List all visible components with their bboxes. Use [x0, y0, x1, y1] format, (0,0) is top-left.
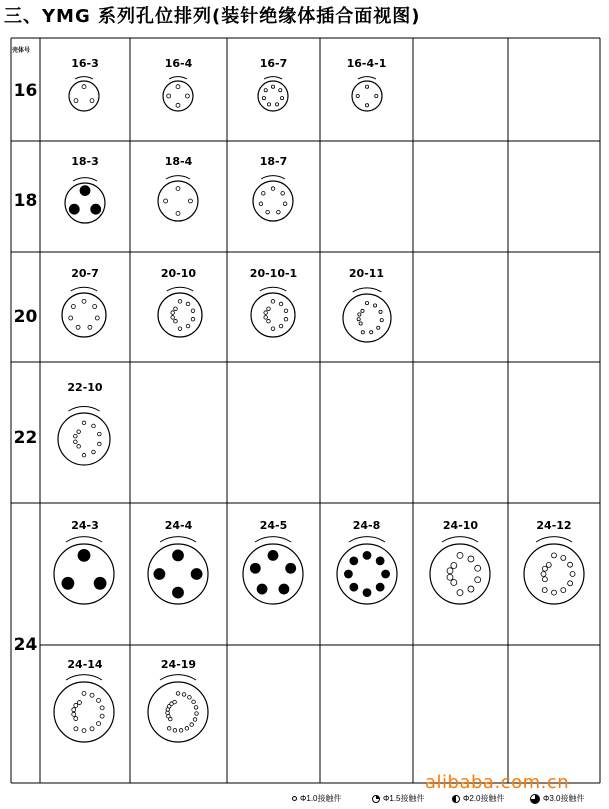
contact-pin: [69, 204, 79, 214]
contact-pin: [72, 708, 76, 712]
contact-pin: [363, 589, 371, 597]
contact-pin: [100, 706, 104, 710]
contact-pin: [275, 103, 278, 106]
contact-pin: [171, 311, 175, 315]
contact-pin: [192, 700, 196, 704]
contact-pin: [375, 94, 378, 97]
contact-pin: [88, 325, 92, 329]
contact-pin: [182, 693, 186, 697]
contact-pin: [376, 583, 384, 591]
contact-pin: [74, 703, 78, 707]
legend-text: Φ3.0接触件: [543, 794, 585, 803]
contact-pin: [451, 579, 457, 585]
contact-pin: [74, 727, 78, 731]
contact-pin: [191, 317, 195, 321]
contact-pin: [271, 187, 275, 191]
contact-pin: [279, 584, 289, 594]
keyway-arc: [260, 287, 286, 291]
contact-pin: [468, 586, 474, 592]
contact-pin: [570, 572, 575, 577]
contact-pin: [363, 551, 371, 559]
contact-pin: [74, 434, 78, 438]
connector-face: [54, 682, 114, 742]
contact-pin: [468, 556, 474, 562]
contact-pin: [80, 186, 90, 196]
contact-pin: [91, 204, 101, 214]
legend-text: Φ2.0接触件: [463, 794, 505, 803]
contact-pin: [380, 319, 383, 322]
contact-pin: [191, 309, 195, 313]
keyway-arc: [358, 77, 376, 79]
contact-pin: [357, 318, 360, 321]
legend-text: Φ1.0接触件: [300, 794, 342, 803]
shell-size-22: 22: [13, 428, 38, 448]
contact-pin: [173, 587, 184, 598]
connector-face: [148, 682, 208, 742]
contact-pin: [451, 563, 457, 569]
contact-pin: [267, 319, 271, 323]
contact-pin: [542, 588, 547, 593]
contact-pin: [377, 326, 380, 329]
contact-pin: [358, 313, 361, 316]
contact-pin: [74, 717, 78, 721]
contact-pin: [284, 317, 288, 321]
contact-pin: [281, 191, 285, 195]
contact-pin: [82, 691, 86, 695]
contact-pin: [457, 590, 463, 596]
contact-pin: [191, 569, 202, 580]
contact-pin: [173, 729, 177, 733]
layout-label: 24-4: [164, 519, 193, 532]
page-title: 三、YMG 系列孔位排列(装针绝缘体插合面视图): [4, 6, 421, 27]
layout-label: 16-3: [71, 57, 99, 70]
contact-pin: [176, 85, 180, 89]
legend-item: [452, 793, 505, 804]
contact-pin: [166, 711, 170, 715]
contact-pin: [185, 727, 189, 731]
keyway-arc: [66, 675, 102, 680]
layout-label: 24-3: [71, 519, 99, 532]
legend-text: Φ1.5接触件: [383, 794, 425, 803]
contact-pin: [82, 729, 86, 733]
contact-pin: [561, 555, 566, 560]
contact-pin: [167, 727, 171, 731]
contact-pin: [361, 309, 364, 312]
contact-pin: [94, 577, 106, 589]
contact-pin: [186, 302, 190, 306]
contact-pin: [279, 89, 282, 92]
three-quarter-filled-contact-icon: [530, 794, 540, 804]
layout-label: 24-19: [160, 658, 197, 671]
contact-pin: [542, 577, 547, 582]
contact-pin: [82, 299, 86, 303]
contact-pin: [188, 199, 192, 203]
contact-pin: [76, 325, 80, 329]
contact-pin: [82, 85, 86, 89]
contact-pin: [546, 562, 551, 567]
layout-label: 20-10: [160, 267, 197, 280]
contact-pin: [365, 85, 368, 88]
contact-pin: [97, 698, 101, 702]
contact-pin: [74, 99, 78, 103]
contact-pin: [77, 445, 81, 449]
contact-pin: [277, 210, 281, 214]
shell-size-16: 16: [13, 81, 38, 101]
legend-item: [372, 793, 425, 804]
keyway-arc: [255, 537, 291, 542]
contact-pin: [188, 696, 192, 700]
layout-label: 24-12: [536, 519, 572, 532]
contact-pin: [271, 85, 274, 88]
contact-pin: [361, 331, 364, 334]
shell-size-18: 18: [13, 191, 38, 211]
quarter-filled-contact-icon: [372, 795, 380, 803]
contact-pin: [259, 202, 263, 206]
contact-pin: [264, 316, 268, 320]
contact-pin: [561, 588, 566, 593]
keyway-arc: [349, 537, 385, 542]
contact-pin: [62, 577, 74, 589]
keyway-arc: [160, 675, 196, 680]
layout-label: 24-14: [67, 658, 103, 671]
contact-pin: [262, 96, 265, 99]
contact-pin: [82, 453, 86, 457]
watermark: alibaba.com.cn: [425, 772, 570, 793]
small-hollow-contact-icon: [292, 796, 297, 801]
contact-pin: [542, 566, 547, 571]
contact-pin: [193, 718, 197, 722]
shell-size-20: 20: [13, 307, 38, 327]
contact-pin: [271, 300, 275, 304]
contact-pin: [350, 583, 358, 591]
keyway-arc: [160, 537, 196, 542]
contact-pin: [475, 565, 481, 571]
contact-pin: [72, 712, 76, 716]
contact-pin: [71, 304, 75, 308]
contact-pin: [77, 430, 81, 434]
layout-label: 18-7: [259, 155, 288, 168]
contact-pin: [173, 550, 184, 561]
layout-label: 18-4: [164, 155, 193, 168]
contact-pin: [280, 96, 283, 99]
contact-pin: [268, 550, 278, 560]
keyway-arc: [169, 77, 187, 79]
keyway-arc: [66, 537, 102, 542]
contact-pin: [78, 549, 90, 561]
contact-pin: [356, 94, 359, 97]
contact-pin: [164, 199, 168, 203]
keyway-arc: [73, 178, 97, 181]
contact-pin: [176, 211, 180, 215]
contact-pin: [262, 191, 266, 195]
contact-pin: [100, 714, 104, 718]
contact-pin: [194, 706, 198, 710]
contact-pin: [365, 104, 368, 107]
contact-pin: [257, 584, 267, 594]
layout-label: 16-4: [164, 57, 193, 70]
contact-pin: [568, 581, 573, 586]
contact-pin: [93, 304, 97, 308]
contact-pin: [552, 590, 557, 595]
contact-pin: [90, 693, 94, 697]
contact-pin: [286, 563, 296, 573]
contact-pin: [74, 440, 78, 444]
contact-pin: [90, 99, 94, 103]
layout-label: 24-10: [442, 519, 479, 532]
legend-item: [530, 793, 585, 804]
contact-pin: [370, 331, 373, 334]
keyway-arc: [261, 176, 285, 179]
contact-pin: [179, 729, 183, 733]
contact-pin: [173, 700, 177, 704]
contact-pin: [382, 570, 390, 578]
keyway-arc: [264, 77, 282, 79]
keyway-arc: [166, 176, 190, 179]
layout-label: 20-10-1: [249, 267, 298, 280]
half-filled-contact-icon: [452, 795, 460, 803]
contact-pin: [373, 304, 376, 307]
contact-pin: [264, 89, 267, 92]
contact-pin: [359, 322, 362, 325]
contact-pin: [176, 692, 180, 696]
layout-label: 18-3: [71, 155, 99, 168]
contact-pin: [552, 553, 557, 558]
contact-pin: [167, 94, 171, 98]
contact-pin: [95, 316, 99, 320]
contact-pin: [283, 202, 287, 206]
keyway-arc: [68, 406, 99, 411]
keyway-arc: [353, 288, 382, 292]
layout-label: 16-7: [259, 57, 288, 70]
contact-pin: [541, 572, 546, 577]
contact-pin: [250, 563, 260, 573]
contact-pin: [376, 557, 384, 565]
layout-label: 24-5: [259, 519, 288, 532]
layout-label: 20-11: [348, 267, 385, 280]
contact-pin: [174, 319, 178, 323]
contact-pin: [264, 311, 268, 315]
layout-label: 16-4-1: [346, 57, 387, 70]
layout-label: 20-7: [71, 267, 99, 280]
keyway-arc: [536, 537, 572, 542]
contact-pin: [174, 307, 178, 311]
contact-pin: [475, 577, 481, 583]
contact-pin: [457, 552, 463, 558]
contact-pin: [447, 574, 453, 580]
header-label: 壳体号: [12, 48, 31, 54]
contact-pin: [98, 442, 102, 446]
contact-pin: [97, 722, 101, 726]
contact-pin: [266, 210, 270, 214]
contact-pin: [185, 94, 189, 98]
contact-pin: [365, 302, 368, 305]
contact-pin: [284, 309, 288, 313]
contact-pin: [279, 302, 283, 306]
contact-pin: [279, 324, 283, 328]
contact-pin: [350, 557, 358, 565]
keyway-arc: [71, 287, 97, 291]
keyway-arc: [75, 77, 93, 79]
contact-pin: [267, 307, 271, 311]
layout-label: 24-8: [352, 519, 381, 532]
shell-size-24: 24: [13, 635, 38, 655]
contact-pin: [90, 727, 94, 731]
keyway-arc: [442, 537, 478, 542]
contact-pin: [82, 421, 86, 425]
contact-pin: [98, 432, 102, 436]
contact-pin: [171, 316, 175, 320]
contact-pin: [69, 316, 73, 320]
contact-pin: [267, 103, 270, 106]
contact-pin: [344, 570, 352, 578]
contact-pin: [178, 327, 182, 331]
contact-pin: [77, 701, 81, 705]
layout-label: 22-10: [67, 381, 103, 394]
keyway-arc: [167, 287, 193, 291]
contact-pin: [178, 300, 182, 304]
contact-pin: [190, 723, 194, 727]
contact-pin: [568, 562, 573, 567]
contact-pin: [271, 327, 275, 331]
contact-pin: [92, 450, 96, 454]
legend-item: [292, 793, 342, 804]
contact-pin: [176, 103, 180, 107]
contact-pin: [379, 310, 382, 313]
contact-pin: [186, 324, 190, 328]
contact-pin: [195, 712, 199, 716]
contact-pin: [92, 424, 96, 428]
contact-pin: [447, 568, 453, 574]
contact-pin: [176, 187, 180, 191]
contact-pin: [154, 569, 165, 580]
